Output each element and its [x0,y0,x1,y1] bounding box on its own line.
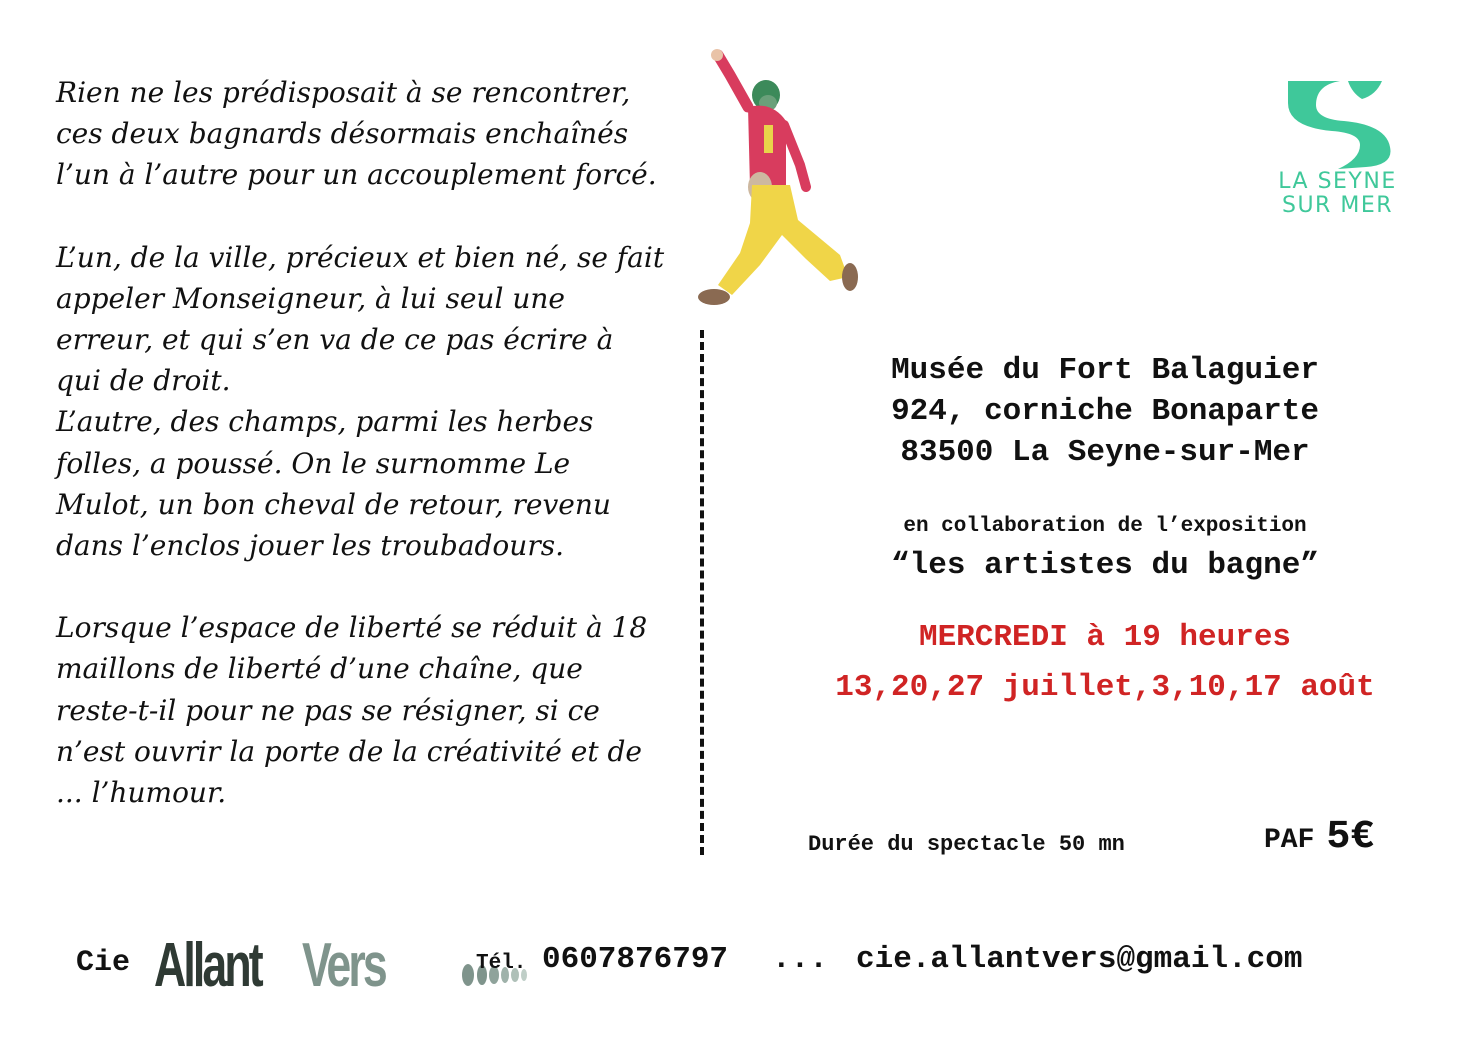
la-seyne-sur-mer-logo [1270,75,1405,218]
venue-name: Musée du Fort Balaguier [891,353,1319,388]
schedule-dates: 13,20,27 juillet,3,10,17 août [835,670,1375,705]
telephone-label: Tél. [476,952,527,975]
brand-word-allant: Allant [154,931,261,1000]
story-paragraph-2: L’un, de la ville, précieux et bien né, se fait appeler Monseigneur, à lui seul une erreur, et qui s’en va de ce pas écrire à qui de droit. [56,240,665,398]
story-text [56,72,666,813]
logo-line-1: LA SEYNE [1278,169,1397,194]
price-info [1264,815,1374,860]
telephone-number: 0607876797 [542,942,729,977]
venue-street: 924, corniche Bonaparte [891,394,1319,429]
venue-city: 83500 La Seyne-sur-Mer [900,435,1310,470]
la-seyne-s-logo-icon [1278,75,1398,170]
story-paragraph-3: L’autre, des champs, parmi les herbes folles, a poussé. On le surnomme Le Mulot, un bon cheval de retour, revenu dans l’enclos jouer les troubadours. [56,405,611,563]
venue-address [760,350,1450,473]
paf-price: 5€ [1326,815,1375,860]
show-duration: Durée du spectacle 50 mn [808,832,1125,857]
brand-word-vers: Vers [302,931,385,1000]
exhibition-title: “les artistes du bagne” [891,548,1319,583]
paf-label: PAF [1264,825,1315,856]
footer-contact [76,930,1406,1020]
schedule-day-time: MERCREDI à 19 heures [918,620,1292,655]
dashed-divider [700,330,704,855]
story-paragraph-1: Rien ne les prédisposait à se rencontrer, ces deux bagnards désormais enchaînés l’un à l’autre pour un accouplement forcé. [56,76,657,192]
collaboration-line: en collaboration de l’exposition [903,515,1307,538]
jumping-performer-illustration [690,45,865,320]
company-prefix: Cie [76,946,131,980]
logo-line-2: SUR MER [1281,193,1393,218]
story-paragraph-4: Lorsque l’espace de liberté se réduit à 18 maillons de liberté d’une chaîne, que reste-t-il pour ne pas se résigner, si ce n’est ouvrir la porte de la créativité et de ... l’humour. [56,611,648,810]
contact-email: cie.allantvers@gmail.com [856,942,1303,977]
footer-separator: ... [772,942,828,977]
